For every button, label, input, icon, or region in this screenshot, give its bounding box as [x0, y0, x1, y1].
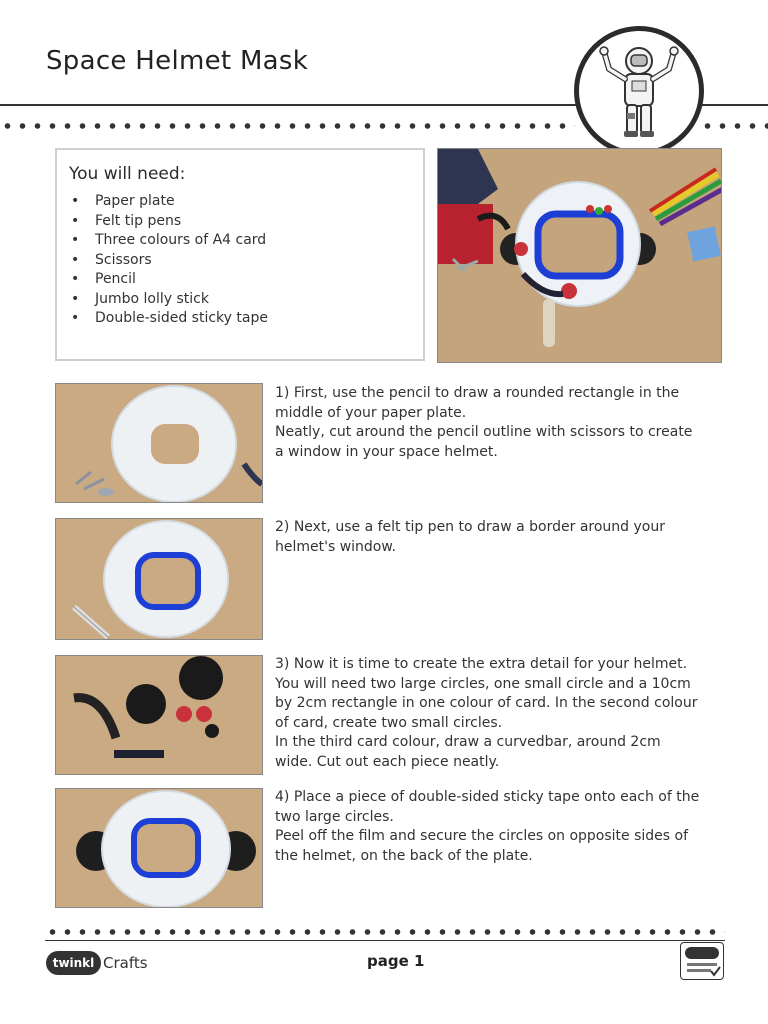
footer-dots	[45, 929, 725, 935]
page-number: page 1	[367, 952, 425, 970]
list-item: • Three colours of A4 card	[71, 232, 267, 248]
footer-divider	[45, 940, 725, 941]
page-title: Space Helmet Mask	[46, 46, 309, 76]
list-item: • Paper plate	[71, 193, 175, 209]
astronaut-icon	[574, 26, 704, 156]
list-item: • Jumbo lolly stick	[71, 290, 209, 307]
step-1-text: 1) First, use the pencil to draw a rounded rectangle in the middle of your paper plate. Neatly, cut around the pencil outline with scissors to create a window in your space helmet.	[275, 385, 693, 460]
twinkl-logo: twinkl	[46, 951, 101, 975]
materials-box	[55, 148, 425, 361]
step-2-text: 2) Next, use a felt tip pen to draw a border around your helmet's window.	[275, 519, 665, 555]
list-item: • Pencil	[71, 271, 136, 287]
materials-list	[71, 192, 268, 329]
step-2-photo	[55, 518, 263, 640]
step-1-photo	[55, 383, 263, 503]
quality-badge-icon	[680, 942, 724, 980]
step-4-photo	[55, 788, 263, 908]
materials-heading: You will need:	[69, 164, 186, 184]
footer-section-label: Crafts	[103, 954, 148, 972]
list-item: • Felt tip pens	[71, 212, 182, 229]
header-divider	[0, 104, 590, 106]
header-dots	[0, 123, 575, 129]
header-dots-right	[700, 123, 768, 129]
list-item: • Scissors	[71, 251, 152, 268]
finished-helmet-photo	[437, 148, 722, 363]
step-3-photo	[55, 655, 263, 775]
step-3-text: 3) Now it is time to create the extra detail for your helmet. You will need two large circles, one small circle and a 10cm by 2cm rectangle in one colour of card. In the second colour of card, create two small circles. In the third card colour, draw a curvedbar, around 2cm wide. Cut out each piece neatly.	[275, 656, 698, 770]
list-item: • Double-sided sticky tape	[71, 310, 268, 326]
step-4-text: 4) Place a piece of double-sided sticky tape onto each of the two large circles. Peel off the film and secure the circles on opposite sides of the helmet, on the back of the plate.	[275, 789, 700, 864]
